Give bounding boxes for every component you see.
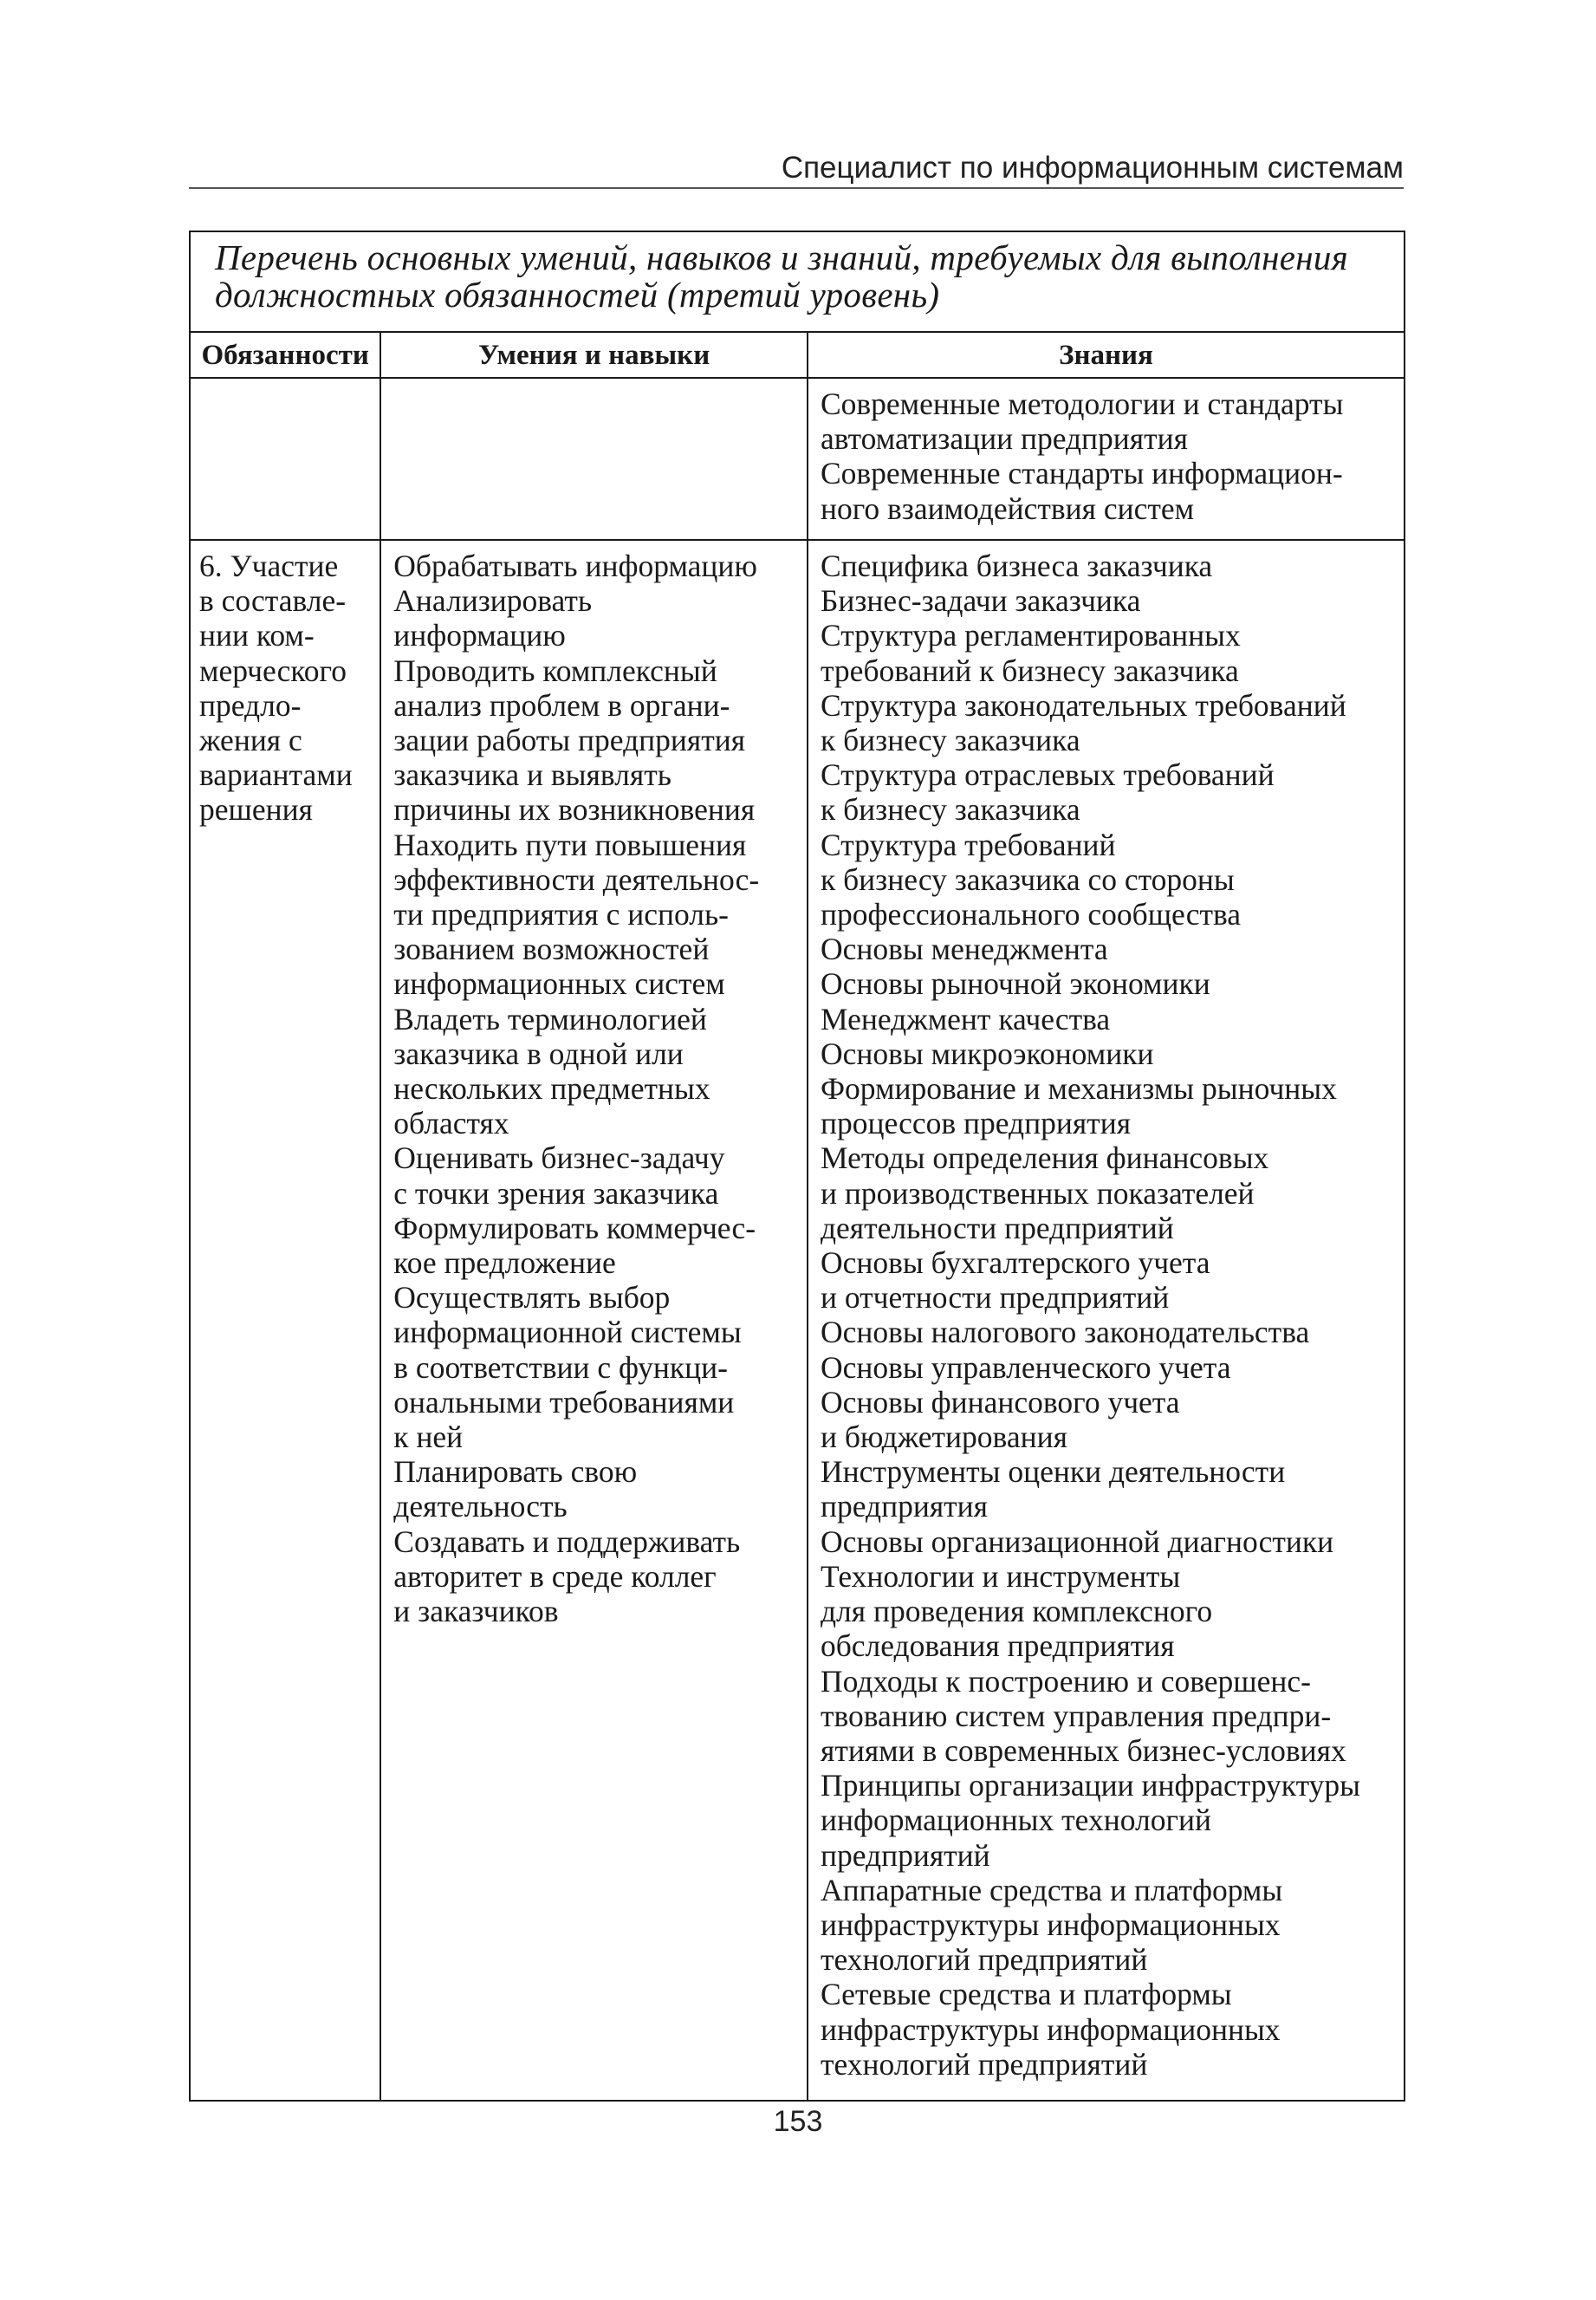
cell-line: и бюджетирования — [820, 1420, 1067, 1455]
cell-line: Методы определения финансовых — [820, 1140, 1269, 1176]
cell-line: инфраструктуры информационных — [820, 2011, 1281, 2047]
cell-line: Технологии и инструменты — [820, 1558, 1181, 1594]
table-caption — [190, 231, 1405, 332]
cell-line: информационных технологий — [820, 1803, 1211, 1838]
cell-line: эффективности деятельнос- — [393, 861, 760, 897]
cell-line: областях — [393, 1106, 509, 1141]
column-header-knowledge: Знания — [808, 332, 1405, 378]
running-header: Специалист по информационным системам — [781, 151, 1404, 185]
cell-line: обследования предприятия — [820, 1628, 1175, 1664]
cell-line: жения с — [199, 723, 302, 758]
cell-line: информационных систем — [393, 966, 725, 1002]
cell-line: Менеджмент качества — [820, 1001, 1111, 1036]
cell-line: Формирование и механизмы рыночных — [820, 1071, 1337, 1107]
knowledge-cell — [808, 378, 1405, 540]
cell-line: вариантами — [199, 757, 353, 793]
cell-line: Основы управленческого учета — [820, 1349, 1231, 1385]
cell-line: Основы микроэкономики — [820, 1036, 1154, 1071]
cell-line: процессов предприятия — [820, 1106, 1132, 1141]
cell-line: инфраструктуры информационных — [820, 1907, 1281, 1942]
cell-line: и производственных показателей — [820, 1175, 1255, 1211]
table-row — [190, 540, 1405, 2101]
cell-line: Осуществлять выбор — [393, 1280, 671, 1316]
skills-cell — [380, 540, 808, 2101]
cell-line: Структура отраслевых требований — [820, 757, 1275, 793]
table-caption-row — [190, 231, 1405, 332]
cell-line: для проведения комплексного — [820, 1594, 1213, 1629]
cell-line: Основы финансового учета — [820, 1384, 1180, 1420]
cell-line: к бизнесу заказчика — [820, 723, 1080, 758]
cell-line: Современные стандарты информацион- — [820, 456, 1343, 491]
cell-line: к бизнесу заказчика — [820, 792, 1080, 828]
knowledge-cell — [808, 540, 1405, 2101]
cell-line: Основы бухгалтерского учета — [820, 1245, 1210, 1281]
duty-cell — [190, 540, 380, 2101]
cell-line: Проводить комплексный — [393, 653, 717, 688]
cell-line: Бизнес-задачи заказчика — [820, 583, 1141, 619]
column-header-skills: Умения и навыки — [380, 332, 808, 378]
cell-line: причины их возникновения — [393, 792, 756, 828]
cell-line: ональными требованиями — [393, 1384, 735, 1420]
cell-line: с точки зрения заказчика — [393, 1175, 719, 1211]
cell-line: информацию — [393, 618, 566, 653]
cell-line: Находить пути повышения — [393, 827, 747, 862]
cell-line: 6. Участие — [199, 549, 339, 583]
caption-line: должностных обязанностей (третий уровень) — [215, 275, 940, 315]
cell-line: к бизнесу заказчика со стороны — [820, 861, 1235, 897]
cell-line: Современные методологии и стандарты — [820, 387, 1344, 421]
cell-line: автоматизации предприятия — [820, 421, 1188, 457]
cell-line: Основы рыночной экономики — [820, 966, 1210, 1002]
cell-line: Основы организационной диагностики — [820, 1524, 1334, 1559]
table-header-row — [190, 332, 1405, 378]
cell-line: ятиями в современных бизнес-условиях — [820, 1732, 1346, 1768]
cell-line: предприятий — [820, 1837, 990, 1873]
cell-line: Специфика бизнеса заказчика — [820, 549, 1213, 583]
cell-line: авторитет в среде коллег — [393, 1558, 717, 1594]
cell-line: технологий предприятий — [820, 2046, 1148, 2082]
cell-line: Владеть терминологией — [393, 1001, 707, 1036]
cell-line: Оценивать бизнес-задачу — [393, 1140, 725, 1176]
cell-line: заказчика в одной или — [393, 1036, 684, 1071]
cell-line: Создавать и поддерживать — [393, 1524, 741, 1559]
column-header-duties: Обязанности — [190, 332, 380, 378]
duty-cell — [190, 378, 380, 540]
cell-line: Формулировать коммерчес- — [393, 1210, 756, 1245]
competency-table — [189, 231, 1405, 2102]
cell-line: нии ком- — [199, 618, 315, 653]
cell-line: и заказчиков — [393, 1594, 559, 1629]
cell-line: требований к бизнесу заказчика — [820, 653, 1239, 688]
cell-line: Структура законодательных требований — [820, 687, 1346, 723]
cell-line: Планировать свою — [393, 1454, 638, 1490]
table-row — [190, 378, 1405, 540]
cell-line: мерческого — [199, 653, 347, 688]
cell-line: Инструменты оценки деятельности — [820, 1454, 1286, 1490]
cell-line: Подходы к построению и совершенс- — [820, 1663, 1311, 1699]
cell-line: Основы налогового законодательства — [820, 1315, 1310, 1350]
cell-line: технологий предприятий — [820, 1942, 1148, 1978]
caption-line: Перечень основных умений, навыков и знаний, требуемых для выполнения — [215, 237, 1349, 277]
cell-line: деятельность — [393, 1489, 568, 1524]
cell-line: предло- — [199, 687, 302, 723]
page-number: 153 — [773, 2105, 823, 2138]
cell-line: Структура регламентированных — [820, 618, 1241, 653]
cell-line: ного взаимодействия систем — [820, 491, 1195, 526]
cell-line: кое предложение — [393, 1245, 616, 1281]
cell-line: деятельности предприятий — [820, 1210, 1174, 1245]
cell-line: твованию систем управления предпри- — [820, 1698, 1332, 1733]
cell-line: ти предприятия с исполь- — [393, 897, 729, 932]
cell-line: Анализировать — [393, 583, 593, 619]
cell-line: анализ проблем в органи- — [393, 687, 730, 723]
header-rule — [189, 187, 1404, 189]
cell-line: информационной системы — [393, 1315, 742, 1350]
cell-line: Обрабатывать информацию — [393, 549, 757, 583]
cell-line: в соответствии с функци- — [393, 1349, 728, 1385]
cell-line: зации работы предприятия — [393, 723, 746, 758]
cell-line: Сетевые средства и платформы — [820, 1977, 1232, 2012]
cell-line: Структура требований — [820, 827, 1116, 862]
cell-line: Аппаратные средства и платформы — [820, 1872, 1283, 1907]
cell-line: и отчетности предприятий — [820, 1280, 1170, 1316]
cell-line: в составле- — [199, 583, 347, 619]
skills-cell — [380, 378, 808, 540]
cell-line: зованием возможностей — [393, 932, 710, 967]
cell-line: Основы менеджмента — [820, 932, 1108, 967]
cell-line: нескольких предметных — [393, 1071, 710, 1107]
cell-line: предприятия — [820, 1489, 988, 1524]
cell-line: профессионального сообщества — [820, 897, 1242, 932]
cell-line: Принципы организации инфраструктуры — [820, 1768, 1360, 1803]
cell-line: к ней — [393, 1420, 464, 1455]
cell-line: заказчика и выявлять — [393, 757, 671, 793]
cell-line: решения — [199, 792, 313, 828]
